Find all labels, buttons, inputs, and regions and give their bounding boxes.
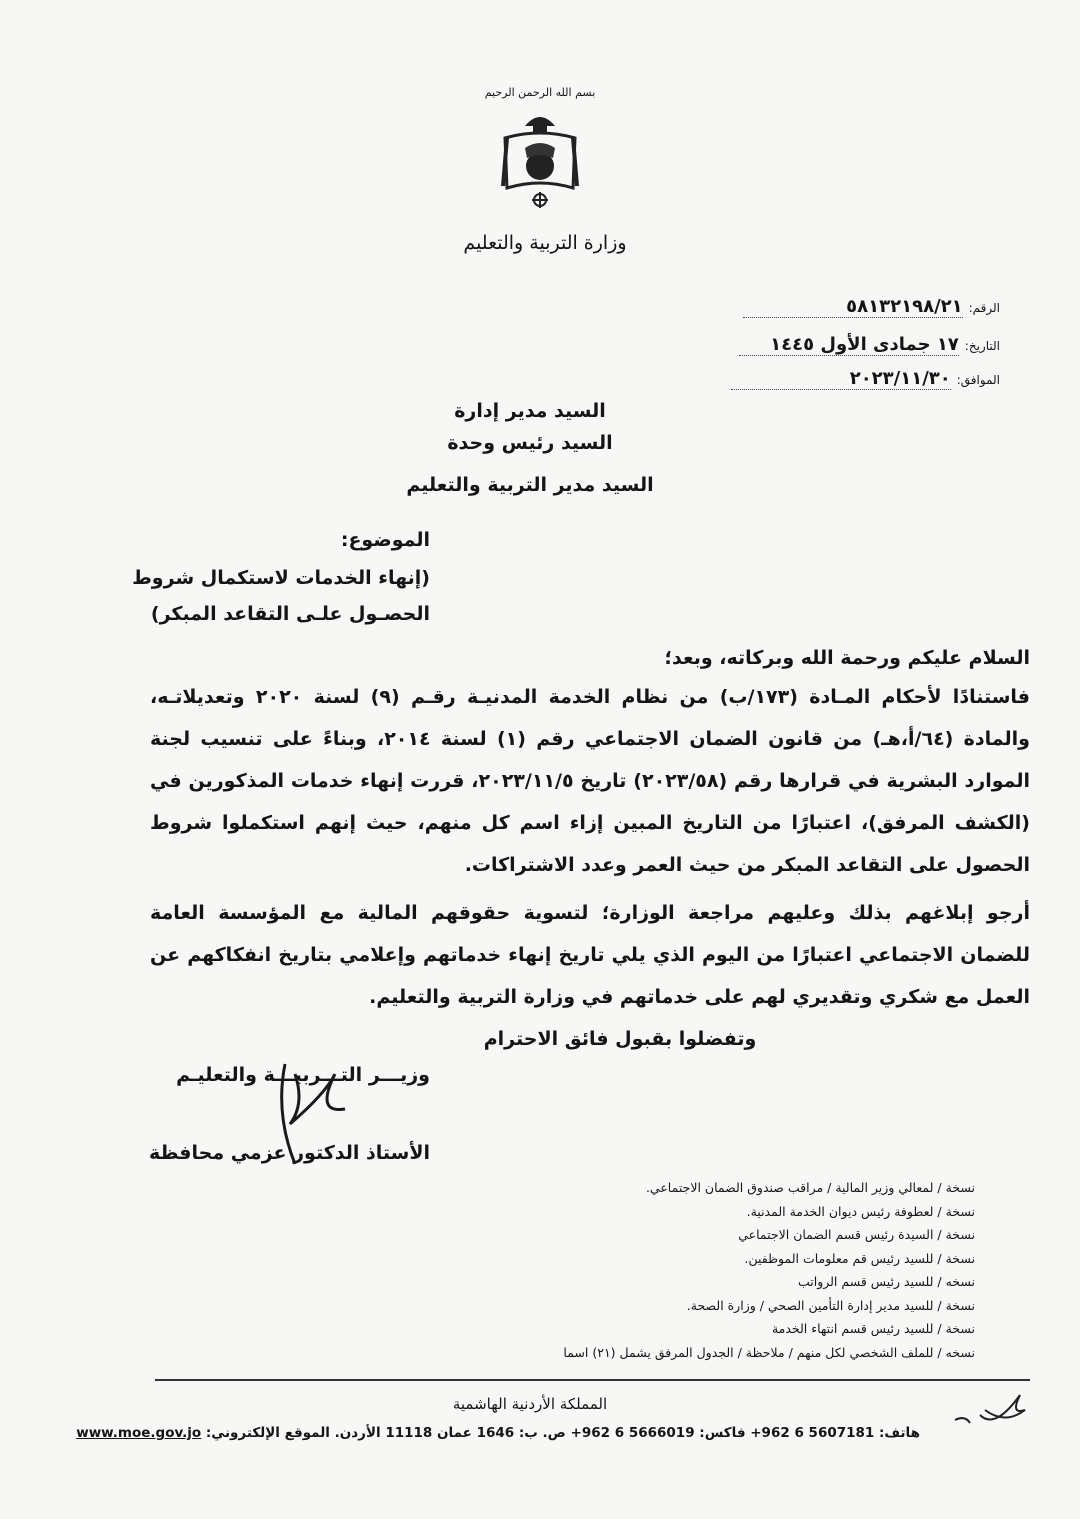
- signatory-title: وزيـــر التـــربيـــة والتعليـم: [176, 1064, 430, 1086]
- footer-contact: [76, 1425, 920, 1441]
- addressee: السيد مدير التربية والتعليم: [406, 474, 654, 496]
- cc-item: نسخة / للسيد مدير إدارة التأمين الصحي / وزارة الصحة.: [686, 1297, 975, 1313]
- cc-list: [563, 1176, 975, 1364]
- website-link[interactable]: www.moe.gov.jo: [76, 1425, 202, 1441]
- footer-row: [0, 1415, 1080, 1475]
- subject-line: (إنهاء الخدمات لاستكمال شروط: [132, 567, 430, 589]
- cc-item: نسخة / السيدة رئيس قسم الضمان الاجتماعي: [738, 1227, 975, 1242]
- footer-contact-text: هاتف: 5607181 6 962+ فاكس: 5666019 6 962+ ص. ب: 1646 عمان 11118 الأردن. الموقع الإلكتروني:: [205, 1425, 920, 1441]
- closing: وتفضلوا بقبول فائق الاحترام: [483, 1028, 757, 1050]
- signatory-name: الأستاذ الدكتور عزمي محافظة: [149, 1142, 430, 1164]
- greeting: السلام عليكم ورحمة الله وبركاته، وبعد؛: [664, 647, 1030, 669]
- hijri-date-value: ١٧ جمادى الأول ١٤٤٥: [739, 334, 959, 356]
- footer-divider: [155, 1379, 1030, 1381]
- gregorian-date: [731, 368, 1000, 390]
- addressee: السيد رئيس وحدة: [447, 432, 613, 454]
- cc-item: نسخه / للملف الشخصي لكل منهم / ملاحظة / الجدول المرفق يشمل (٢١) اسما: [563, 1344, 975, 1360]
- signature-and-cc: [0, 1054, 1080, 1379]
- cc-item: نسخة / للسيد رئيس قم معلومات الموظفين.: [744, 1250, 975, 1266]
- cc-item: نسخه / للسيد رئيس قسم الرواتب: [797, 1274, 975, 1289]
- subject-line: الحصـول علـى التقاعد المبكر): [150, 603, 430, 625]
- ministry-name: وزارة التربية والتعليم: [463, 232, 627, 254]
- reference-number-value: ٥٨١٣٢١٩٨/٢١: [743, 296, 963, 318]
- gregorian-date-value: ٢٠٢٣/١١/٣٠: [731, 368, 951, 390]
- body-paragraph: فاستنادًا لأحكام المـادة (١٧٣/ب) من نظام الخدمة المدنيـة رقـم (٩) لسنة ٢٠٢٠ وتعديلاتـه، والمادة (٦٤/أ،هـ) من قانون الضمان الاجتماعي رقم (١) لسنة ٢٠١٤، وبناءً على تنسيب لجنة الموارد البشرية في قرارها رقم (٢٠٢٣/٥٨) تاريخ ٢٠٢٣/١١/٥، قررت إنهاء خدمات المذكورين في (الكشف المرفق)، اعتبارًا من التاريخ المبين إزاء اسم كل منهم، حيث إنهم استكملوا شروط الحصول على التقاعد المبكر من حيث العمر وعدد الاشتراكات.: [150, 686, 1031, 876]
- hijri-date: [739, 334, 1000, 356]
- body-paragraph: أرجو إبلاغهم بذلك وعليهم مراجعة الوزارة؛ لتسوية حقوقهم المالية مع المؤسسة العامة للضمان الاجتماعي اعتبارًا من اليوم الذي يلي تاريخ إنهاء خدماتهم وإعلامي بتاريخ انفكاكهم عن العمل مع شكري وتقديري لهم على خدماتهم في وزارة التربية والتعليم.: [150, 902, 1030, 1008]
- cc-item: نسخة / للسيد رئيس قسم انتهاء الخدمة: [771, 1321, 975, 1336]
- reference-number-label: الرقم:: [968, 301, 1000, 315]
- cc-item: نسخة / لمعالي وزير المالية / مراقب صندوق الضمان الاجتماعي.: [645, 1180, 975, 1195]
- handwritten-initials: [950, 1385, 1030, 1435]
- letter-body: [0, 640, 1080, 1475]
- addressee: السيد مدير إدارة: [454, 400, 606, 422]
- cc-item: نسخة / لعطوفة رئيس ديوان الخدمة المدنية.: [746, 1203, 975, 1219]
- basmala: بسم الله الرحمن الرحيم: [484, 86, 596, 99]
- subject-label: الموضوع:: [340, 529, 430, 551]
- gregorian-date-label: الموافق:: [956, 373, 1000, 387]
- footer-kingdom: المملكة الأردنية الهاشمية: [452, 1395, 608, 1413]
- hijri-date-label: التاريخ:: [964, 339, 1000, 353]
- reference-number: [743, 296, 1000, 318]
- jordan-coat-of-arms-emblem: [495, 108, 585, 218]
